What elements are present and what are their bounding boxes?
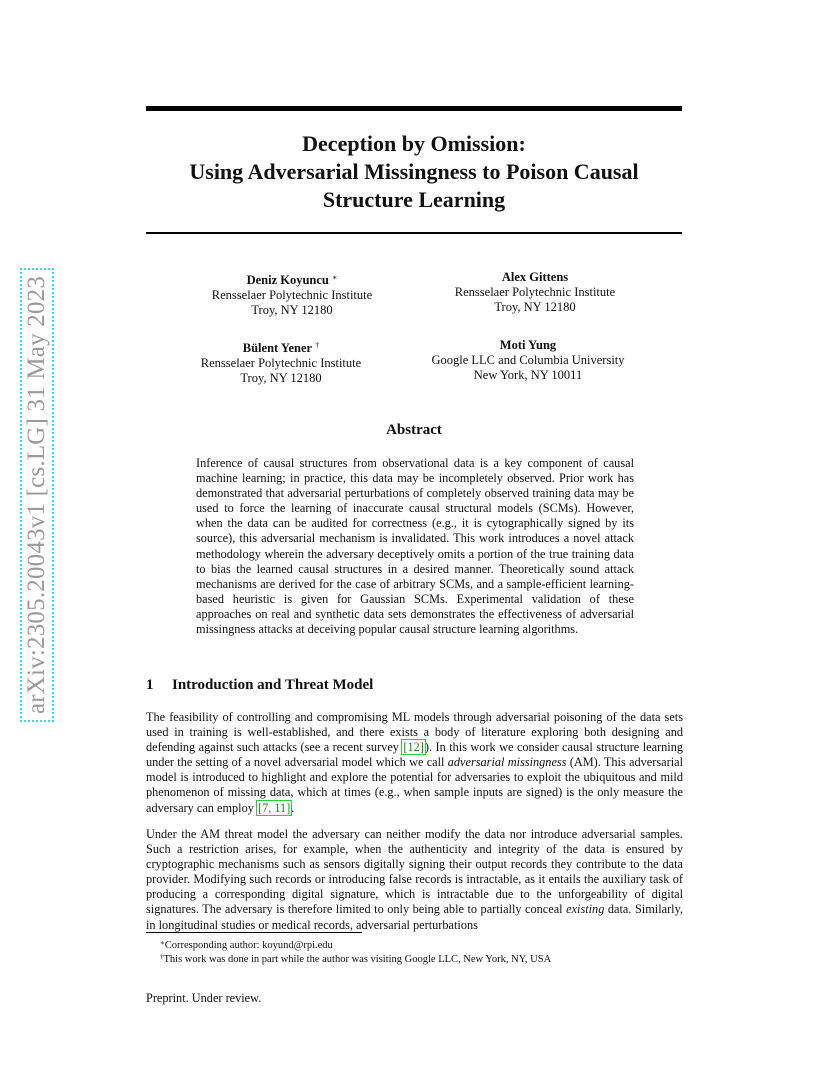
author-location: Troy, NY 12180 <box>240 371 322 385</box>
author-footnote-mark: ∗ <box>332 273 338 282</box>
author-affiliation: Google LLC and Columbia University <box>431 353 625 367</box>
author-block-1 <box>162 270 422 318</box>
author-name: Bülent Yener <box>242 341 313 355</box>
author-affiliation: Rensselaer Polytechnic Institute <box>211 288 373 302</box>
title-line-1: Deception by Omission: <box>302 131 526 156</box>
intro-paragraph-2 <box>146 827 683 933</box>
text-run: . <box>291 800 295 815</box>
text-run: Under the AM threat model the adversary can neither modify the data nor introduce adversarial samples. Such a restriction arises, for example, when the authenticity and integrity of the data is ensured by cryptographic mechanisms such as sensors digitally signing their output records they contribute to the data provider. Modifying such records or introducing false records is intractable, as it entails the auxiliary task of producing a corresponding digital signature, which is intractable due to the unforgeability of digital signatures. The adversary is therefore limited to only being able to partially conceal <box>146 827 683 917</box>
author-block-2 <box>405 270 665 315</box>
author-name: Deniz Koyuncu <box>246 273 329 287</box>
preprint-notice: Preprint. Under review. <box>146 991 262 1005</box>
abstract-text: Inference of causal structures from observational data is a key component of causal machine learning; in practice, this data may be incompletely observed. Prior work has demonstrated that adversarial perturbations of completely observed training data may be used to force the learning of inaccurate causal structural models (SCMs). However, when the data can be audited for correctness (e.g., it is cytographically signed by its source), this adversarial mechanism is invalidated. This work introduces a novel attack methodology wherein the adversary deceptively omits a portion of the true training data to bias the learned causal structures in a desired manner. Theoretically sound attack mechanisms are derived for the case of arbitrary SCMs, and a sample-efficient learning-based heuristic is given for Gaussian SCMs. Experimental validation of these approaches on real and synthetic data sets demonstrates the effectiveness of adversarial missingness attacks at deceiving popular causal structure learning algorithms. <box>196 456 634 637</box>
section-number: 1 <box>146 677 154 693</box>
text-run: The feasibility of controlling and compromising ML models through adversarial poisoning of the data sets used in training is well-established, and there exists a body of literature exploring both designing and defending against such attacks (see a recent survey <box>146 710 683 755</box>
author-block-4 <box>398 338 658 383</box>
footnote-mark: ∗ <box>160 939 165 947</box>
paper-title <box>146 130 682 214</box>
emphasis-text: adversarial missingness <box>447 755 567 770</box>
section-heading <box>146 677 373 694</box>
author-location: Troy, NY 12180 <box>494 300 576 314</box>
arxiv-identifier-stamp[interactable] <box>22 252 52 737</box>
title-line-2: Using Adversarial Missingness to Poison Causal <box>189 159 639 184</box>
footnote-text: This work was done in part while the author was visiting Google LLC, New York, NY, USA <box>163 954 552 965</box>
section-title: Introduction and Threat Model <box>172 677 374 693</box>
author-name: Moti Yung <box>499 338 557 352</box>
intro-paragraph-1 <box>146 710 683 816</box>
emphasis-text: existing <box>566 902 605 917</box>
footnote-mark: † <box>160 953 164 961</box>
author-block-3 <box>151 338 411 386</box>
author-location: New York, NY 10011 <box>473 368 583 382</box>
title-top-rule <box>146 106 682 111</box>
author-location: Troy, NY 12180 <box>251 303 333 317</box>
author-footnote-mark: † <box>315 341 320 350</box>
author-affiliation: Rensselaer Polytechnic Institute <box>200 356 362 370</box>
text-run: ). In this work we consider causal structure learning under the setting of a novel adversarial model which we call <box>146 740 683 770</box>
author-affiliation: Rensselaer Polytechnic Institute <box>454 285 616 299</box>
footnote-rule <box>146 932 362 933</box>
footnote-2 <box>160 951 551 966</box>
abstract-heading: Abstract <box>386 422 442 438</box>
title-bottom-rule <box>146 232 682 234</box>
citation-link[interactable]: [12] <box>403 740 424 755</box>
text-run: (AM). This adversarial model is introduced to highlight and explore the potential for adversaries to exploit the ubiquitous and mild phenomenon of missing data, which at times (e.g., when sample inputs are signed) is the only measure the adversary can employ <box>146 755 683 815</box>
author-name: Alex Gittens <box>501 270 569 284</box>
citation-link[interactable]: [7, 11] <box>257 800 291 815</box>
text-run: data. Similarly, in longitudinal studies or medical records, adversarial perturbations <box>146 902 684 932</box>
footnote-text: Corresponding author: koyund@rpi.edu <box>164 940 333 951</box>
arxiv-identifier-text[interactable]: arXiv:2305.20043v1 [cs.LG] 31 May 2023 <box>22 269 52 719</box>
footnote-1 <box>160 937 333 952</box>
title-line-3: Structure Learning <box>322 187 506 212</box>
